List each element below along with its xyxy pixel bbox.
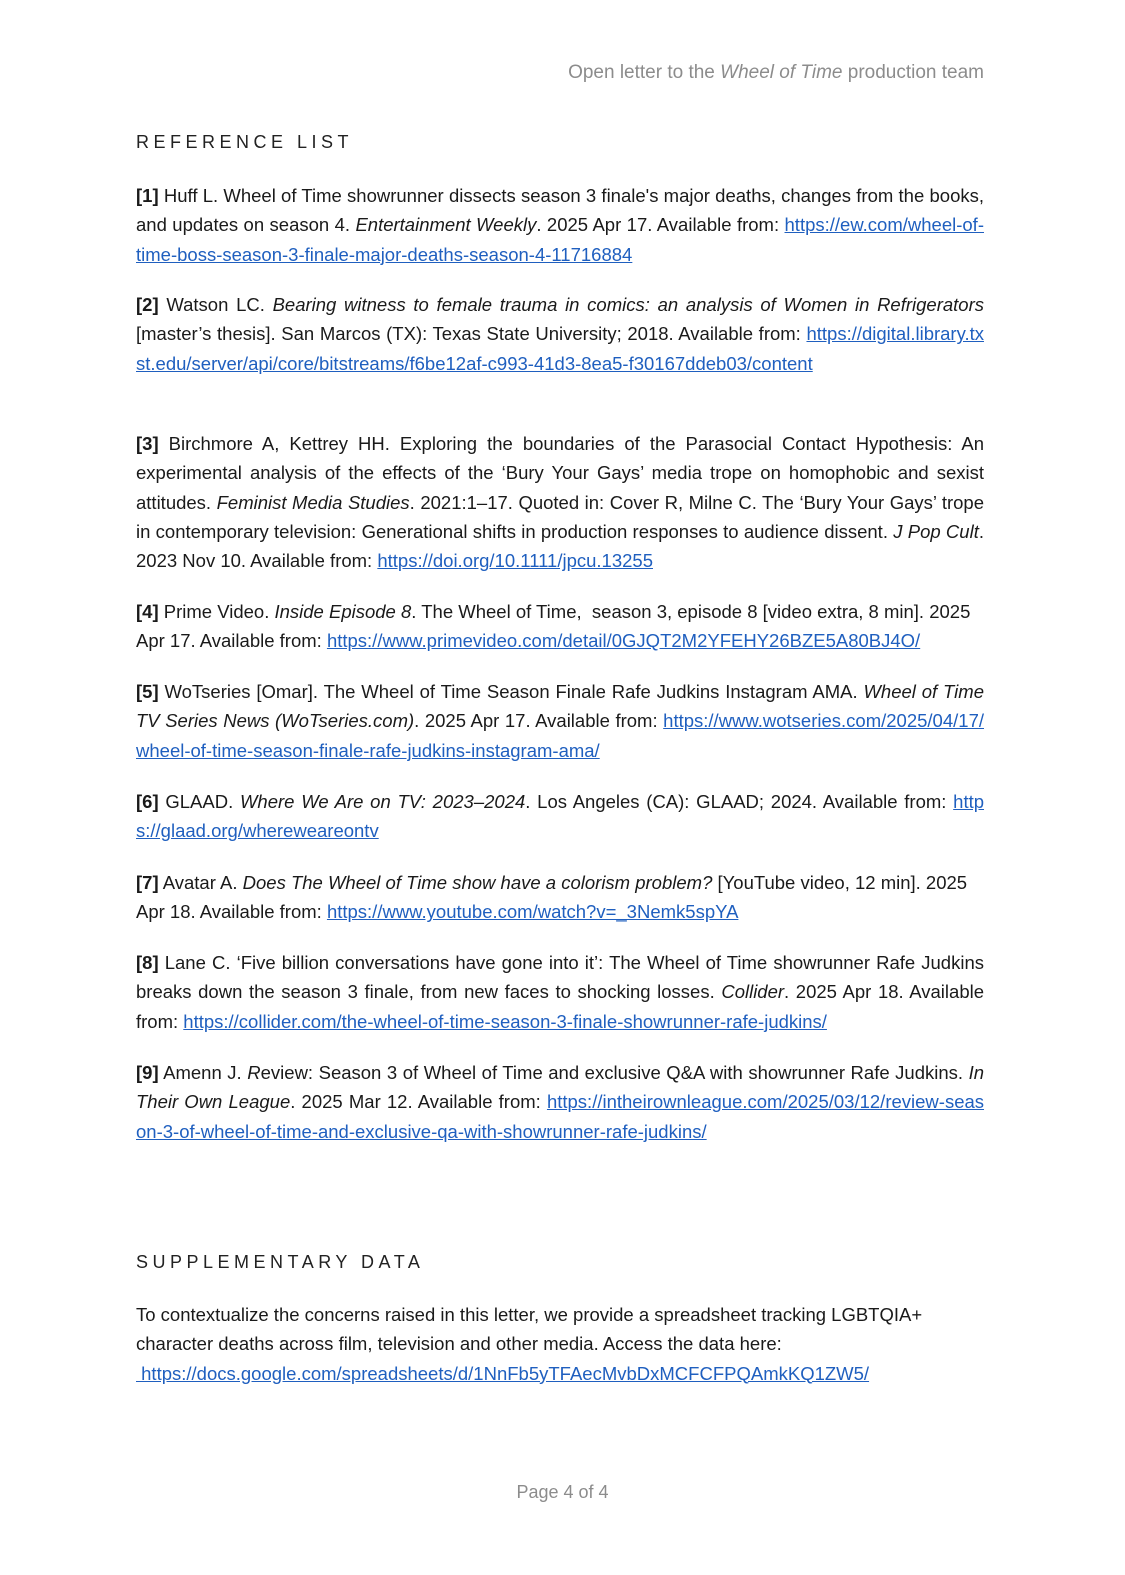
reference-text: Watson LC. <box>158 294 273 315</box>
reference-source: Feminist Media Studies <box>216 491 410 513</box>
header-show-title: Wheel of Time <box>720 62 843 83</box>
reference-text: Prime Video. <box>158 601 275 622</box>
reference-source: Where We Are on TV: 2023–2024 <box>239 791 526 812</box>
reference-text: . 2021:1–17. Quoted in: Cover R, Milne C. The ‘Bury Your Gays’ trope in contemporary television: Generational shifts in production responses to audience dissent. <box>136 491 984 542</box>
reference-number: [8] <box>136 952 159 973</box>
reference-item-7 <box>136 868 984 927</box>
reference-text: . 2025 Apr 18. Available from: <box>136 981 985 1032</box>
reference-item-1 <box>136 181 984 269</box>
header-suffix: production team <box>842 62 984 83</box>
reference-link[interactable]: https://glaad.org/whereweareontv <box>136 791 985 842</box>
supplementary-paragraph <box>136 1300 984 1388</box>
supplementary-text: To contextualize the concerns raised in this letter, we provide a spreadsheet tracking LGBTQIA+ character deaths across film, television and other media. Access the data here: <box>136 1304 923 1355</box>
reference-text: . 2025 Apr 17. Available from: <box>414 710 664 732</box>
reference-text: GLAAD. <box>158 791 240 812</box>
reference-text: eview: Season 3 of Wheel of Time and exclusive Q&A with showrunner Rafe Judkins. <box>260 1062 969 1083</box>
reference-number: [3] <box>136 433 159 454</box>
reference-source: Does The Wheel of Time show have a colorism problem? <box>242 872 713 893</box>
reference-link[interactable]: https://collider.com/the-wheel-of-time-season-3-finale-showrunner-rafe-judkins/ <box>183 1010 827 1032</box>
header-prefix: Open letter to the <box>568 62 721 83</box>
page-number: Page 4 of 4 <box>516 1482 609 1502</box>
reference-item-9 <box>136 1058 984 1146</box>
reference-item-6 <box>136 787 984 846</box>
supplementary-data-heading: SUPPLEMENTARY DATA <box>136 1252 425 1272</box>
reference-text: . 2023 Nov 10. Available from: <box>136 520 984 572</box>
reference-link[interactable]: https://doi.org/10.1111/jpcu.13255 <box>377 550 653 572</box>
reference-text: . 2025 Apr 17. Available from: <box>536 214 785 236</box>
reference-source: Inside Episode 8 <box>274 601 412 622</box>
reference-list-heading: REFERENCE LIST <box>136 132 354 152</box>
reference-number: [6] <box>136 791 159 812</box>
reference-text: Birchmore A, Kettrey HH. Exploring the boundaries of the Parasocial Contact Hypothesis: An experimental analysis of the effects of the ‘Bury Your Gays’ media trope on homophobic and sexist attitudes. <box>136 433 984 513</box>
reference-number: [7] <box>136 872 159 893</box>
reference-source: Collider <box>721 981 785 1003</box>
reference-text: . Los Angeles (CA): GLAAD; 2024. Available from: <box>525 791 954 812</box>
reference-item-8 <box>136 948 984 1036</box>
reference-text: . 2025 Mar 12. Available from: <box>290 1091 547 1113</box>
running-header <box>568 62 984 84</box>
reference-number: [4] <box>136 601 159 622</box>
reference-link[interactable]: https://digital.library.txst.edu/server/api/core/bitstreams/f6be12af-c993-41d3-8ea5-f30167ddeb03/content <box>136 323 984 374</box>
reference-number: [5] <box>136 681 159 702</box>
reference-link[interactable]: https://www.primevideo.com/detail/0GJQT2M2YFEHY26BZE5A80BJ4O/ <box>326 630 921 652</box>
reference-text: [YouTube video, 12 min]. 2025 Apr 18. Available from: <box>136 872 968 923</box>
reference-source: In Their Own League <box>136 1062 985 1113</box>
reference-text: [master’s thesis]. San Marcos (TX): Texas State University; 2018. Available from: <box>136 323 807 345</box>
reference-item-4 <box>136 597 984 656</box>
reference-text: . The Wheel of Time, season 3, episode 8 [video extra, 8 min]. 2025 Apr 17. Available from: <box>136 601 975 652</box>
reference-text: WoTseries [Omar]. The Wheel of Time Season Finale Rafe Judkins Instagram AMA. <box>158 681 864 702</box>
reference-text: Lane C. ‘Five billion conversations have gone into it’: The Wheel of Time showrunner Rafe Judkins breaks down the season 3 finale, from new faces to shocking losses. <box>136 952 984 1003</box>
reference-link[interactable]: https://ew.com/wheel-of-time-boss-season-3-finale-major-deaths-season-4-11716884 <box>136 214 984 265</box>
reference-number: [1] <box>136 185 159 206</box>
reference-source: J Pop Cult <box>893 520 979 542</box>
reference-text: R <box>247 1062 261 1083</box>
spreadsheet-link[interactable]: https://docs.google.com/spreadsheets/d/1NnFb5yTFAecMvbDxMCFCFPQAmkKQ1ZW5/ <box>136 1362 870 1384</box>
reference-link[interactable]: https://www.youtube.com/watch?v=_3Nemk5spYA <box>326 901 739 923</box>
reference-number: [2] <box>136 294 159 315</box>
reference-item-5 <box>136 677 984 765</box>
reference-link[interactable]: https://intheirownleague.com/2025/03/12/review-season-3-of-wheel-of-time-and-exclusive-qa-with-showrunner-rafe-judkins/ <box>136 1091 985 1142</box>
reference-source: Bearing witness to female trauma in comics: an analysis of Women in Refrigerators <box>272 294 984 315</box>
reference-item-3 <box>136 429 984 575</box>
reference-number: [9] <box>136 1062 159 1083</box>
reference-link[interactable]: https://www.wotseries.com/2025/04/17/wheel-of-time-season-finale-rafe-judkins-instagram-ama/ <box>136 710 984 761</box>
reference-text: Amenn J. <box>158 1062 248 1083</box>
reference-item-2 <box>136 290 984 378</box>
reference-text: Huff L. Wheel of Time showrunner dissects season 3 finale's major deaths, changes from the books, and updates on season 4. <box>136 185 984 236</box>
reference-text: Avatar A. <box>158 872 243 893</box>
reference-source: Wheel of Time TV Series News (WoTseries.com) <box>136 681 984 732</box>
reference-source: Entertainment Weekly <box>355 214 537 236</box>
